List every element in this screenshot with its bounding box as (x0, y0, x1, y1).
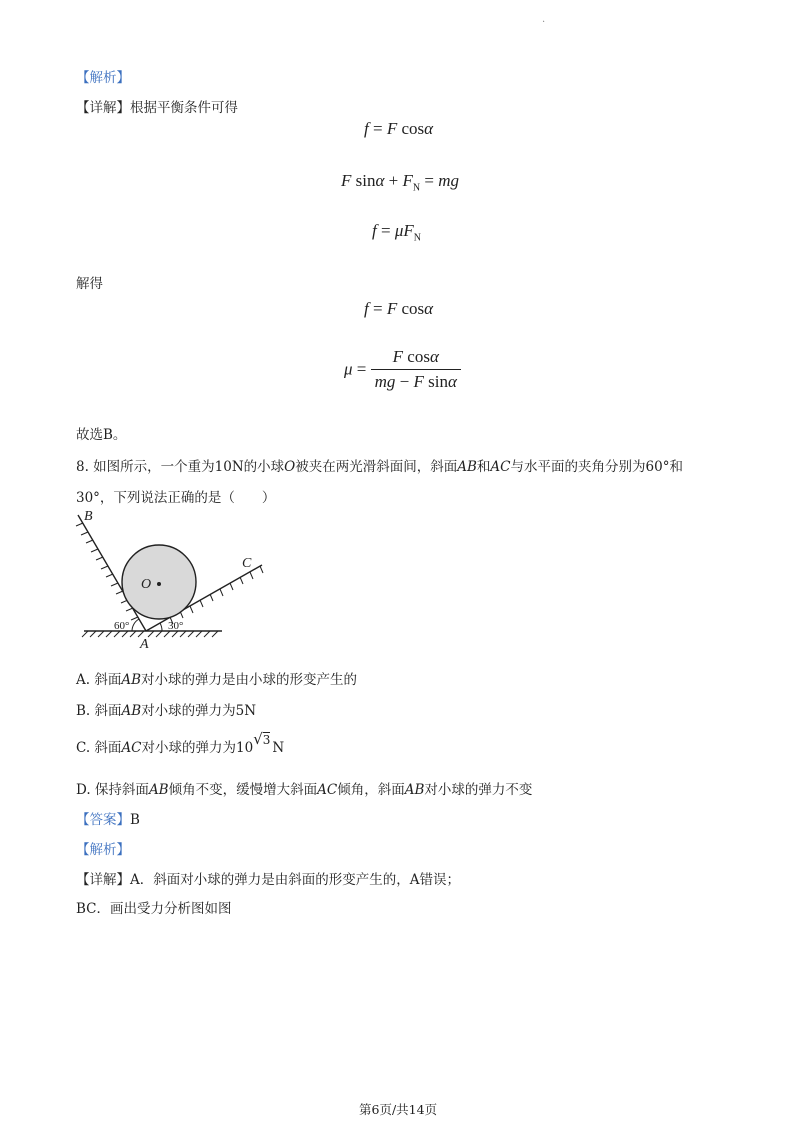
sqrt-three: √3 (253, 730, 271, 748)
detail-line-2: 【详解】A．斜面对小球的弹力是由斜面的形变产生的，A错误； (76, 872, 460, 888)
ball-center-dot (157, 582, 161, 586)
incline-figure (70, 505, 270, 655)
analysis-tag: 【解析】 (76, 70, 130, 86)
option-c: C. 斜面AC对小球的弹力为10√3 N (76, 730, 285, 756)
solve-label: 解得 (76, 276, 103, 292)
angle-arc-30 (160, 623, 162, 631)
analysis-tag-2: 【解析】 (76, 842, 130, 858)
option-a: A. 斜面AB对小球的弹力是由小球的形变产生的 (76, 672, 358, 688)
option-b: B. 斜面AB对小球的弹力为5N (76, 703, 257, 719)
equation-1: f = F cosα (364, 119, 434, 138)
angle-arc-60 (132, 619, 139, 631)
bc-line: BC．画出受力分析图如图 (76, 901, 232, 917)
detail-tag: 【详解】 (76, 100, 130, 116)
choose-line: 故选B。 (76, 427, 127, 443)
option-d: D. 保持斜面AB倾角不变，缓慢增大斜面AC倾角，斜面AB对小球的弹力不变 (76, 782, 533, 798)
answer-line (76, 808, 140, 828)
answer-tag: 【答案】 (76, 812, 130, 828)
fraction: $\frac{\text{F cosα}}{\text{mg − F sinα}}$ (371, 347, 461, 392)
detail-line (76, 96, 238, 116)
equation-4: f = F cosα (364, 299, 434, 318)
equation-3: $f = \mu F_N$ (372, 221, 421, 244)
detail-text: 根据平衡条件可得 (130, 100, 238, 116)
equation-2: F $\sin\alpha + F_N$ = mg (341, 171, 460, 194)
equation-5: μ = $\frac{\text{F cosα}}{\text{mg − F sinα}}$ (344, 347, 461, 392)
angle-label-60: 60° (114, 620, 130, 632)
angle-label-30: 30° (168, 620, 184, 632)
label-B: B (84, 509, 93, 524)
answer-value: B (130, 812, 140, 828)
header-dot: . (542, 14, 546, 25)
label-A: A (140, 637, 149, 652)
question-line-1: 8. 如图所示，一个重为10N的小球O被夹在两光滑斜面间，斜面AB和AC与水平面的夹角分别为60°和 (76, 459, 683, 475)
label-C: C (242, 556, 252, 571)
question-line-2: 30°，下列说法正确的是（ ） (76, 490, 276, 506)
label-O: O (141, 577, 152, 592)
page-footer: 第6页/共14页 (359, 1102, 438, 1117)
ground-hatching (82, 631, 218, 637)
